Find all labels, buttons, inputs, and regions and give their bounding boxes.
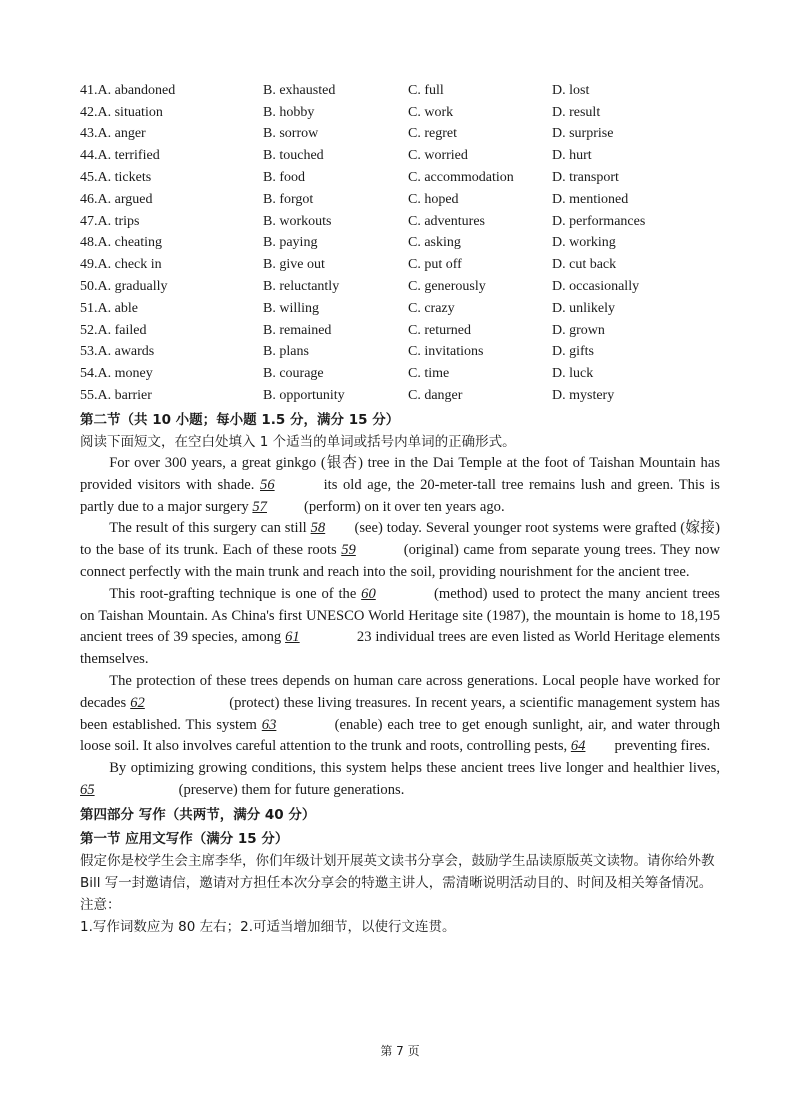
option-c: C. hoped: [408, 191, 459, 207]
option-c: C. invitations: [408, 344, 484, 360]
option-c: C. time: [408, 366, 450, 382]
blank-56[interactable]: 56: [260, 476, 275, 493]
option-b: B. reluctantly: [263, 279, 340, 295]
option-d: D. gifts: [552, 344, 594, 360]
part4-heading: 第四部分 写作（共两节，满分 40 分）: [80, 806, 316, 823]
page-number: 第 7 页: [380, 1044, 420, 1058]
option-b: B. give out: [263, 257, 325, 273]
option-c: C. returned: [408, 322, 471, 338]
blank-57[interactable]: 57: [252, 498, 267, 515]
option-c: C. danger: [408, 388, 463, 404]
option-c: C. asking: [408, 235, 461, 251]
blank-64[interactable]: 64: [570, 738, 586, 755]
option-d: D. performances: [552, 213, 646, 229]
option-row: [80, 385, 720, 407]
passage-paragraph-1: [80, 453, 720, 518]
option-row: [80, 189, 720, 211]
option-c: C. crazy: [408, 300, 455, 316]
option-a: 52.A. failed: [80, 322, 147, 338]
option-d: D. transport: [552, 170, 619, 186]
option-c: C. accommodation: [408, 170, 514, 186]
option-c: C. regret: [408, 126, 457, 142]
note-label: 注意：: [80, 896, 121, 913]
text: preventing fires.: [610, 738, 711, 755]
option-a: 53.A. awards: [80, 344, 155, 360]
option-b: B. forgot: [263, 191, 314, 207]
option-b: B. sorrow: [263, 126, 319, 142]
option-row: [80, 363, 720, 385]
passage-paragraph-5: [80, 758, 720, 802]
text: (perform) on it over ten years ago.: [300, 498, 505, 515]
writing-prompt: 假定你是校学生会主席李华，你们年级计划开展英文读书分享会，鼓励学生品读原版英文读物。请你给外教 Bill 写一封邀请信，邀请对方担任本次分享会的特邀主讲人，需清晰说明活动目的、时间及相关筹备情况。: [80, 852, 715, 891]
option-b: B. remained: [263, 322, 332, 338]
part4-sub-heading: 第一节 应用文写作（满分 15 分）: [80, 830, 289, 847]
note-text: 1.写作词数应为 80 左右；2.可适当增加细节，以使行文连贯。: [80, 918, 456, 935]
option-d: D. lost: [552, 82, 590, 98]
text: By optimizing growing conditions, this system helps these ancient trees live longer and healthier lives,: [109, 760, 720, 777]
option-a: 50.A. gradually: [80, 279, 168, 295]
option-d: D. occasionally: [552, 279, 640, 295]
option-a: 48.A. cheating: [80, 235, 163, 251]
option-row: [80, 211, 720, 233]
option-row: [80, 124, 720, 146]
option-b: B. paying: [263, 235, 318, 251]
text: (see) today. Several younger root systems were grafted (嫁接) to the base of its trunk. Each of these roots: [80, 520, 720, 559]
option-b: B. exhausted: [263, 82, 336, 98]
text: (enable) each tree to get enough sunlight, air, and water through loose soil. It also involves careful attention to the trunk and roots, controlling pests,: [80, 716, 721, 755]
text: (preserve) them for future generations.: [175, 781, 405, 798]
option-a: 44.A. terrified: [80, 148, 160, 164]
option-a: 42.A. situation: [80, 104, 163, 120]
option-c: C. worried: [408, 148, 468, 164]
option-c: C. generously: [408, 279, 486, 295]
option-row: [80, 145, 720, 167]
option-b: B. touched: [263, 148, 324, 164]
exam-page: [80, 80, 720, 938]
blank-58[interactable]: 58: [310, 520, 326, 537]
option-a: 55.A. barrier: [80, 388, 152, 404]
section2-instruction: 阅读下面短文，在空白处填入 1 个适当的单词或括号内单词的正确形式。: [80, 433, 516, 450]
passage-paragraph-2: [80, 518, 720, 583]
text: (method) used to protect the many ancient trees on Taishan Mountain. As China's first UNESCO World Heritage site (1987), the mountain is home to 18,195 ancient trees of 39 species, among: [80, 585, 720, 646]
blank-60[interactable]: 60: [361, 585, 376, 602]
text: For over 300 years, a great ginkgo (银杏) tree in the Dai Temple at the foot of Taishan Mountain has provided visitors with shade.: [80, 454, 720, 493]
option-d: D. cut back: [552, 257, 617, 273]
option-a: 54.A. money: [80, 366, 153, 382]
passage: [80, 453, 720, 802]
option-d: D. luck: [552, 366, 594, 382]
option-c: C. full: [408, 82, 444, 98]
text: The protection of these trees depends on human care across generations. Local people have worked for decades: [80, 672, 720, 711]
option-a: 45.A. tickets: [80, 170, 152, 186]
text: 23 individual trees are even listed as World Heritage elements themselves.: [80, 629, 720, 668]
option-b: B. willing: [263, 300, 320, 316]
blank-63[interactable]: 63: [261, 716, 277, 733]
text: The result of this surgery can still: [109, 520, 311, 537]
blank-59[interactable]: 59: [341, 542, 356, 559]
option-row: [80, 167, 720, 189]
option-d: D. mentioned: [552, 191, 629, 207]
text: its old age, the 20-meter-tall tree remains lush and green. This is partly due to a major surgery: [80, 476, 720, 515]
option-b: B. food: [263, 170, 305, 186]
option-a: 51.A. able: [80, 300, 138, 316]
option-row: [80, 298, 720, 320]
text: (protect) these living treasures. In recent years, a scientific management system has been established. This system: [80, 694, 720, 733]
option-d: D. mystery: [552, 388, 615, 404]
option-row: [80, 233, 720, 255]
option-d: D. unlikely: [552, 300, 615, 316]
option-row: [80, 276, 720, 298]
option-a: 43.A. anger: [80, 126, 146, 142]
option-d: D. hurt: [552, 148, 592, 164]
option-a: 46.A. argued: [80, 191, 153, 207]
option-a: 47.A. trips: [80, 213, 140, 229]
option-row: [80, 254, 720, 276]
option-a: 41.A. abandoned: [80, 82, 176, 98]
option-row: [80, 342, 720, 364]
blank-65[interactable]: 65: [80, 781, 95, 798]
option-c: C. adventures: [408, 213, 485, 229]
passage-paragraph-4: [80, 671, 720, 758]
options-list: [80, 80, 720, 407]
text: This root-grafting technique is one of the: [109, 585, 362, 602]
section2-heading: 第二节（共 10 小题；每小题 1.5 分，满分 15 分）: [80, 411, 400, 428]
blank-61[interactable]: 61: [285, 629, 300, 646]
option-row: [80, 102, 720, 124]
option-a: 49.A. check in: [80, 257, 162, 273]
option-b: B. courage: [263, 366, 324, 382]
option-c: C. put off: [408, 257, 462, 273]
option-c: C. work: [408, 104, 454, 120]
option-b: B. hobby: [263, 104, 315, 120]
option-b: B. opportunity: [263, 388, 345, 404]
option-d: D. surprise: [552, 126, 614, 142]
option-row: [80, 320, 720, 342]
option-d: D. result: [552, 104, 601, 120]
option-d: D. grown: [552, 322, 605, 338]
passage-paragraph-3: [80, 584, 720, 671]
option-b: B. plans: [263, 344, 309, 360]
text: (original) came from separate young trees. They now connect perfectly with the main trunk and reach into the soil, providing nourishment for the ancient tree.: [80, 542, 720, 580]
blank-62[interactable]: 62: [130, 694, 145, 711]
option-d: D. working: [552, 235, 616, 251]
option-b: B. workouts: [263, 213, 332, 229]
option-row: [80, 80, 720, 102]
